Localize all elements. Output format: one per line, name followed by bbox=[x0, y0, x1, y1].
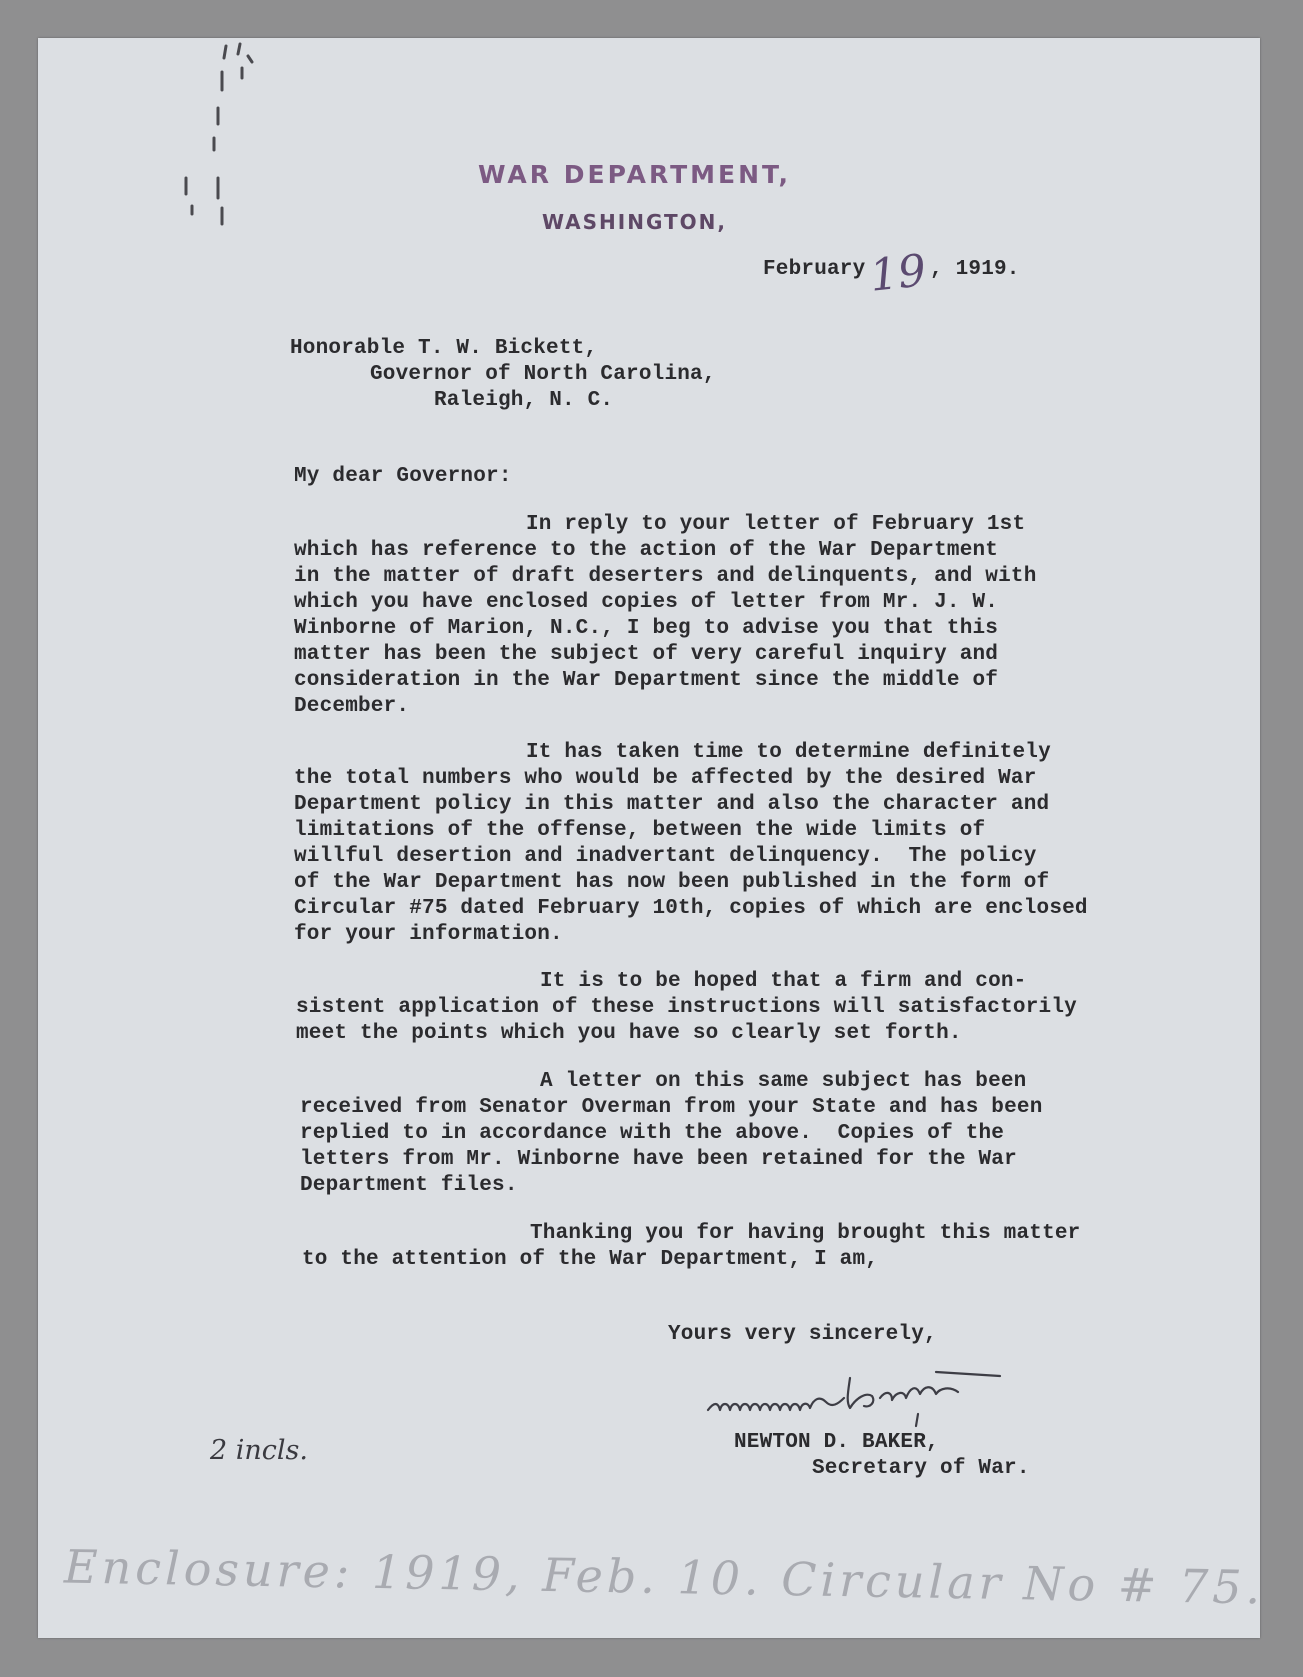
signature bbox=[700, 1358, 1030, 1428]
handwritten-enclosure-note: Enclosure: 1919, Feb. 10. Circular No # 75. bbox=[63, 1539, 1265, 1615]
paragraph-line: willful desertion and inadvertant delinquency. The policy bbox=[294, 845, 1037, 868]
addressee-line-2: Governor of North Carolina, bbox=[370, 363, 716, 386]
paragraph-line: Circular #75 dated February 10th, copies of which are enclosed bbox=[294, 897, 1088, 920]
paragraph-line: letters from Mr. Winborne have been retained for the War bbox=[300, 1148, 1017, 1171]
date-day-handwritten: 19 bbox=[867, 245, 929, 302]
paragraph-line: December. bbox=[294, 695, 410, 718]
letterhead-department: WAR DEPARTMENT, bbox=[477, 160, 791, 189]
paragraph-line: In reply to your letter of February 1st bbox=[526, 513, 1026, 536]
paragraph-line: for your information. bbox=[294, 923, 563, 946]
signer-name: NEWTON D. BAKER, bbox=[734, 1431, 939, 1454]
ink-marks bbox=[178, 38, 268, 228]
salutation: My dear Governor: bbox=[294, 465, 512, 488]
paragraph-line: which has reference to the action of the War Department bbox=[294, 539, 999, 562]
addressee-line-3: Raleigh, N. C. bbox=[434, 389, 614, 412]
paragraph-line: A letter on this same subject has been bbox=[540, 1070, 1027, 1093]
letterhead-city: WASHINGTON, bbox=[541, 210, 727, 234]
paragraph-line: Department files. bbox=[300, 1174, 518, 1197]
paragraph-line: meet the points which you have so clearly set forth. bbox=[296, 1022, 962, 1045]
handwritten-incls: 2 incls. bbox=[210, 1435, 308, 1466]
paragraph-line: It has taken time to determine definitely bbox=[526, 741, 1051, 764]
paragraph-line: Department policy in this matter and also the character and bbox=[294, 793, 1050, 816]
closing: Yours very sincerely, bbox=[668, 1323, 937, 1346]
date-month: February bbox=[763, 258, 866, 281]
paragraph-line: sistent application of these instructions will satisfactorily bbox=[296, 996, 1077, 1019]
paragraph-line: Winborne of Marion, N.C., I beg to advise you that this bbox=[294, 617, 999, 640]
paragraph-line: It is to be hoped that a firm and con- bbox=[540, 970, 1027, 993]
paragraph-line: to the attention of the War Department, I am, bbox=[302, 1248, 879, 1271]
paragraph-line: of the War Department has now been published in the form of bbox=[294, 871, 1050, 894]
paragraph-line: which you have enclosed copies of letter from Mr. J. W. bbox=[294, 591, 999, 614]
paragraph-line: in the matter of draft deserters and delinquents, and with bbox=[294, 565, 1037, 588]
paragraph-line: limitations of the offense, between the wide limits of bbox=[294, 819, 986, 842]
signer-title: Secretary of War. bbox=[812, 1457, 1030, 1480]
paragraph-line: replied to in accordance with the above. Copies of the bbox=[300, 1122, 1005, 1145]
paragraph-line: matter has been the subject of very careful inquiry and bbox=[294, 643, 999, 666]
paragraph-line: Thanking you for having brought this matter bbox=[530, 1222, 1081, 1245]
addressee-line-1: Honorable T. W. Bickett, bbox=[290, 337, 598, 360]
paragraph-line: received from Senator Overman from your State and has been bbox=[300, 1096, 1043, 1119]
paragraph-line: the total numbers who would be affected by the desired War bbox=[294, 767, 1037, 790]
date-year: , 1919. bbox=[930, 258, 1020, 281]
paragraph-line: consideration in the War Department since the middle of bbox=[294, 669, 999, 692]
